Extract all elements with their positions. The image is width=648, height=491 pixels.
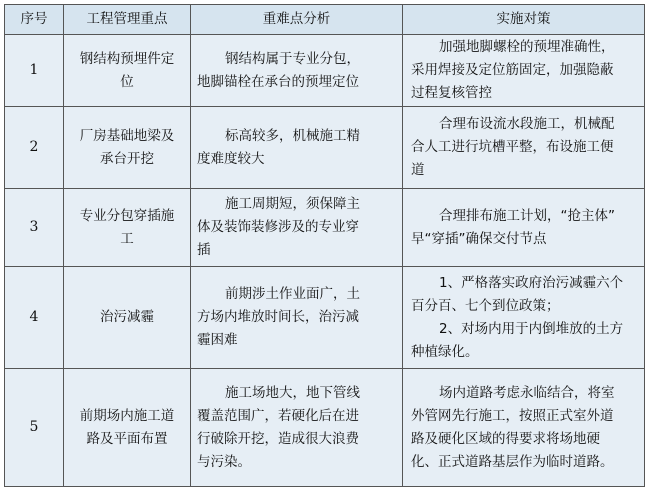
row-difficulty: 钢结构属于专业分包， 地脚锚栓在承台的预埋定位: [191, 35, 403, 107]
row-measures: 合理布设流水段施工，机械配 合人工进行坑槽平整，布设施工便 道: [403, 107, 645, 189]
row-item: 厂房基础地梁及 承台开挖: [64, 107, 191, 189]
row-item: 钢结构预埋件定 位: [64, 35, 191, 107]
table-header-row: [5, 5, 645, 35]
header-measures: 实施对策: [403, 5, 645, 35]
table-row: [5, 189, 645, 267]
row-no: 2: [5, 107, 64, 189]
row-measures: 场内道路考虑永临结合，将室 外管网先行施工，按照正式室外道 路及硬化区域的得要求将场地硬 化、正式道路基层作为临时道路。: [403, 369, 645, 487]
row-difficulty: 施工场地大，地下管线 覆盖范围广，若硬化后在进 行破除开挖，造成很大浪费 与污染。: [191, 369, 403, 487]
table-row: [5, 369, 645, 487]
row-measures: 加强地脚螺栓的预埋准确性， 采用焊接及定位筋固定，加强隐蔽 过程复核管控: [403, 35, 645, 107]
table-row: [5, 107, 645, 189]
row-no: 5: [5, 369, 64, 487]
row-no: 4: [5, 267, 64, 369]
row-difficulty: 标高较多，机械施工精 度难度较大: [191, 107, 403, 189]
header-item: 工程管理重点: [64, 5, 191, 35]
row-no: 3: [5, 189, 64, 267]
row-difficulty: 施工周期短，须保障主 体及装饰装修涉及的专业穿 插: [191, 189, 403, 267]
row-no: 1: [5, 35, 64, 107]
header-no: 序号: [5, 5, 64, 35]
header-difficulty: 重难点分析: [191, 5, 403, 35]
row-item: 治污减霾: [64, 267, 191, 369]
row-measures: 1、严格落实政府治污减霾六个 百分百、七个到位政策； 2、对场内用于内倒堆放的土方 种植绿化。: [403, 267, 645, 369]
management-table: [4, 4, 645, 487]
row-item: 前期场内施工道 路及平面布置: [64, 369, 191, 487]
row-difficulty: 前期涉土作业面广，土 方场内堆放时间长，治污减 霾困难: [191, 267, 403, 369]
row-measures: 合理排布施工计划，“抢主体” 早“穿插”确保交付节点: [403, 189, 645, 267]
table-row: [5, 35, 645, 107]
row-item: 专业分包穿插施 工: [64, 189, 191, 267]
table-row: [5, 267, 645, 369]
